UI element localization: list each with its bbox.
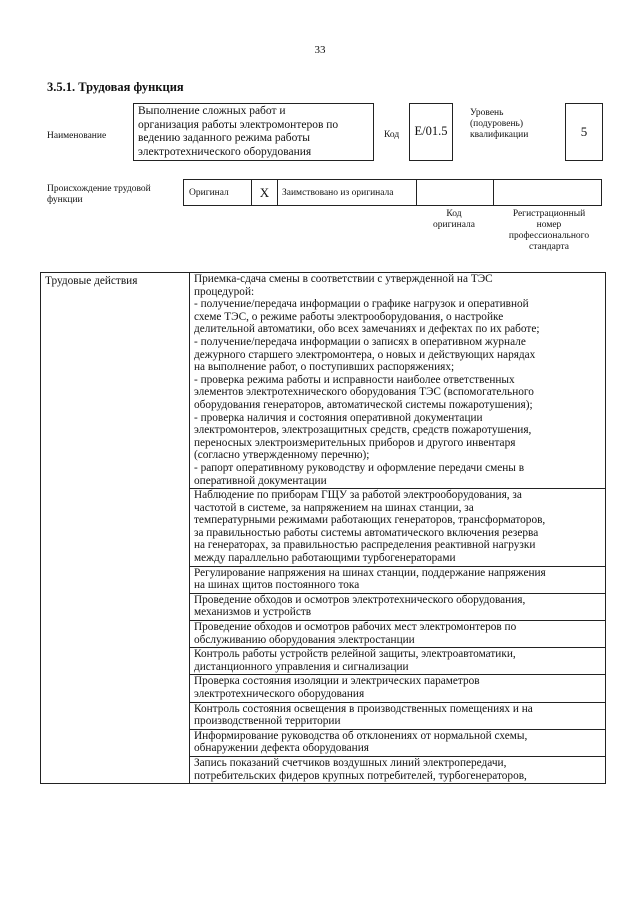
labor-action-line: Проведение обходов и осмотров рабочих мест электромонтеров по: [194, 621, 517, 634]
borrowed-label: Заимствовано из оригинала: [277, 179, 416, 206]
registration-caption: [494, 209, 604, 253]
original-code-caption: [416, 209, 492, 231]
page-number: 33: [314, 44, 326, 56]
labor-action-item: [190, 489, 606, 567]
labor-action-line: электротехнического оборудования: [194, 688, 365, 700]
labor-action-line: электромонтеров, электрозащитных средств, средств пожаротушения,: [194, 424, 532, 437]
labor-action-line: Проведение обходов и осмотров электротехнического оборудования,: [194, 593, 526, 606]
labor-action-line: дистанционного управления и сигнализации: [194, 660, 409, 673]
labor-action-line: температурными режимами работающих генераторов, трансформаторов,: [194, 514, 546, 527]
level-label: [470, 108, 528, 141]
name-label: Наименование: [47, 131, 107, 141]
labor-action-line: обслуживанию оборудования электростанции: [194, 633, 415, 646]
code-value: E/01.5: [409, 103, 453, 161]
labor-action-line: Регулирование напряжения на шинах станции, поддержание напряжения: [194, 566, 546, 579]
caption-line: Код: [446, 209, 462, 219]
function-name-line: электротехнического оборудования: [138, 145, 312, 158]
caption-line: профессионального: [508, 231, 590, 241]
labor-action-item: [190, 675, 606, 702]
function-name-line: Выполнение сложных работ и: [138, 105, 286, 117]
labor-action-line: Наблюдение по приборам ГЩУ за работой электрооборудования, за: [194, 489, 522, 502]
labor-action-line: - получение/передача информации о записях в оперативном журнале: [194, 335, 526, 348]
labor-action-line: Проверка состояния изоляции и электрических параметров: [194, 675, 480, 688]
function-name-line: ведению заданного режима работы: [138, 132, 310, 144]
labor-action-line: оборудования генераторов, автоматической системы пожаротушения);: [194, 398, 533, 411]
origin-label: [47, 184, 151, 206]
labor-action-line: - проверка наличия и состояния оперативной документации: [194, 411, 483, 424]
labor-action-line: Контроль работы устройств релейной защиты, электроавтоматики,: [194, 648, 516, 661]
labor-action-item: [190, 621, 606, 648]
original-label: Оригинал: [183, 179, 251, 206]
labor-action-line: Запись показаний счетчиков воздушных линий электропередачи,: [194, 756, 507, 769]
table-row: [41, 273, 606, 489]
labor-action-line: - рапорт оперативному руководству и оформление передачи смены в: [194, 461, 525, 474]
section-title: 3.5.1. Трудовая функция: [47, 80, 184, 94]
labor-action-line: процедурой:: [194, 285, 255, 298]
labor-action-line: производственной территории: [194, 715, 341, 728]
function-name-box: [133, 103, 374, 161]
original-code-cell: [416, 179, 493, 206]
labor-action-line: переносных электроизмерительных приборов и другого инвентаря: [194, 436, 516, 449]
labor-action-line: схеме ТЭС, о режиме работы электрооборудования, о настройке: [194, 310, 504, 323]
origin-label-line: функции: [47, 195, 83, 205]
labor-action-line: оперативной документации: [194, 474, 327, 487]
labor-action-line: Приемка-сдача смены в соответствии с утвержденной на ТЭС: [194, 273, 493, 285]
labor-action-item: [190, 729, 606, 756]
labor-action-item: [190, 273, 606, 489]
labor-action-line: на шинах щитов постоянного тока: [194, 579, 360, 592]
caption-line: Регистрационный: [512, 209, 586, 219]
labor-action-line: дежурного старшего электромонтера, о новых и действующих нарядах: [194, 348, 536, 361]
labor-action-line: за правильностью работы системы автоматического включения резерва: [194, 526, 539, 539]
labor-action-line: Информирование руководства об отклонениях от нормальной схемы,: [194, 729, 528, 742]
labor-action-line: - получение/передача информации о графике нагрузок и оперативной: [194, 298, 529, 311]
labor-action-line: (согласно утвержденному перечню);: [194, 449, 370, 462]
registration-number-cell: [493, 179, 602, 206]
function-name-line: организация работы электромонтеров по: [138, 118, 339, 131]
origin-table: [183, 179, 602, 206]
labor-action-item: [190, 648, 606, 675]
labor-action-line: механизмов и устройств: [194, 606, 312, 619]
labor-action-line: на выполнение работ, о поступивших распоряжениях;: [194, 361, 455, 374]
code-label: Код: [384, 130, 400, 140]
labor-actions-table: [40, 272, 606, 784]
labor-action-line: частотой в системе, за напряжением на шинах станции, за: [194, 501, 474, 514]
labor-action-line: на генераторах, за правильностью распределения реактивной нагрузки: [194, 539, 536, 552]
level-label-line: квалификации: [470, 130, 529, 140]
labor-action-item: [190, 702, 606, 729]
caption-line: оригинала: [433, 220, 475, 230]
level-label-line: Уровень: [470, 108, 504, 118]
labor-action-item: [190, 566, 606, 593]
caption-line: стандарта: [529, 242, 569, 252]
original-mark: X: [251, 179, 277, 206]
origin-label-line: Происхождение трудовой: [47, 184, 151, 194]
labor-action-line: элементов электротехнического оборудования ТЭС (вспомогательного: [194, 386, 534, 399]
level-label-line: (подуровень): [470, 119, 524, 129]
level-value: 5: [565, 103, 603, 161]
labor-action-item: [190, 593, 606, 620]
labor-action-line: Контроль состояния освещения в производственных помещениях и на: [194, 702, 533, 715]
labor-action-line: - проверка режима работы и исправности наиболее ответственных: [194, 373, 515, 386]
labor-action-line: потребительских фидеров крупных потребителей, турбогенераторов,: [194, 769, 527, 782]
labor-actions-header: Трудовые действия: [41, 273, 190, 784]
labor-action-line: между параллельно работающими турбогенераторами: [194, 552, 456, 565]
labor-action-line: обнаружении дефекта оборудования: [194, 742, 369, 755]
labor-action-item: [190, 756, 606, 783]
caption-line: номер: [536, 220, 562, 230]
labor-action-line: делительной автоматики, обо всех замечаниях и дефектах по их работе;: [194, 323, 540, 336]
